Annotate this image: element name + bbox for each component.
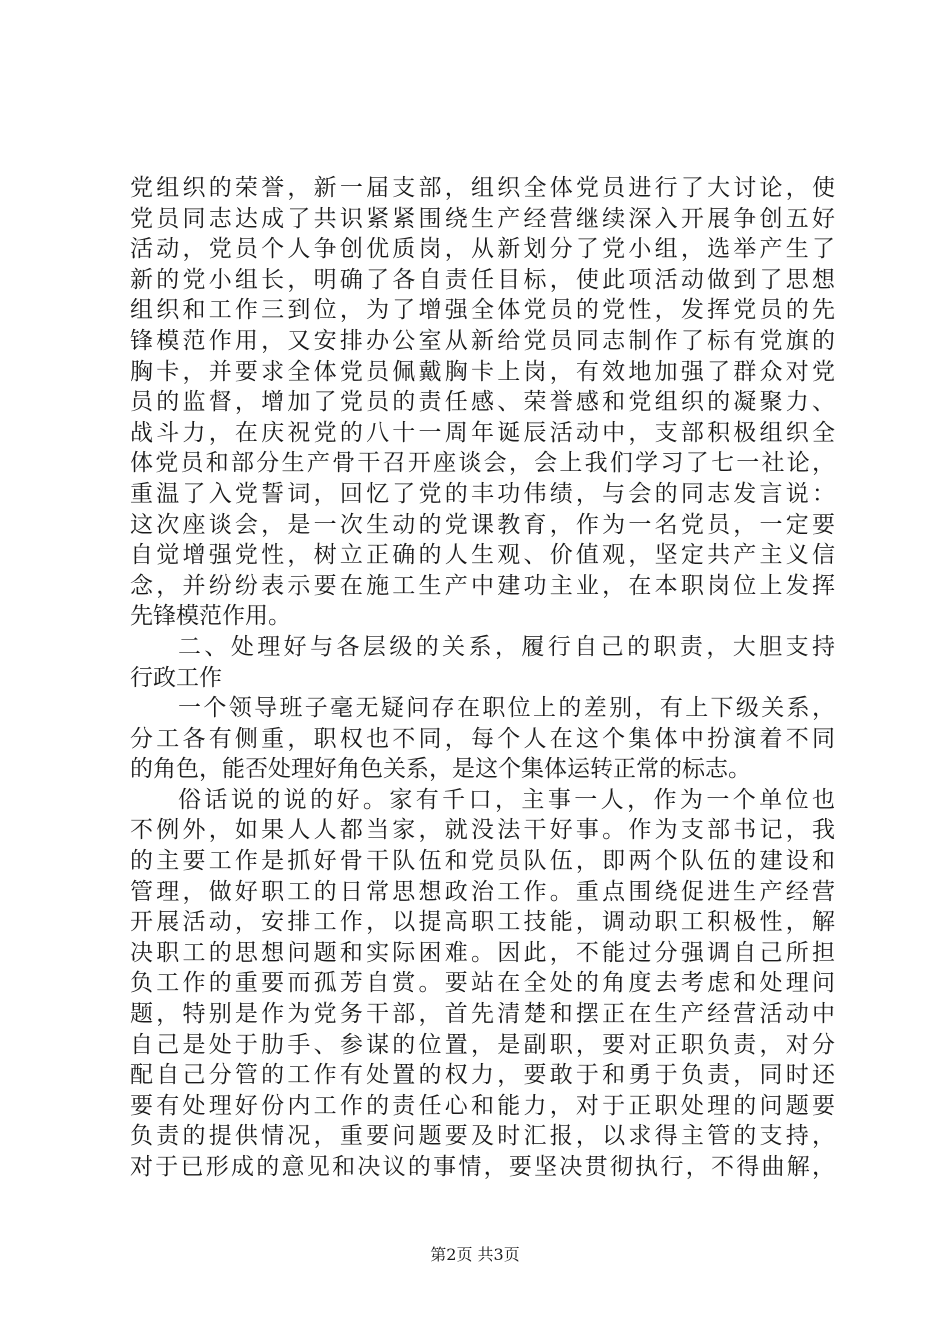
text-line: 管理，做好职工的日常思想政治工作。重点围绕促进生产经营: [130, 878, 835, 905]
text-line: 员的监督，增加了党员的责任感、荣誉感和党组织的凝聚力、: [130, 389, 835, 416]
page-footer: 第2页 共3页: [430, 1245, 520, 1264]
text-line: 自己是处于肋手、参谋的位置，是副职，要对正职负责，对分: [130, 1031, 835, 1058]
text-line: 负工作的重要而孤芳自赏。要站在全处的角度去考虑和处理问: [130, 970, 835, 997]
text-line: 题，特别是作为党务干部，首先清楚和摆正在生产经营活动中: [130, 1001, 835, 1028]
text-line: 的角色，能否处理好角色关系，是这个集体运转正常的标志。: [130, 756, 751, 783]
text-line: 决职工的思想问题和实际困难。因此，不能过分强调自己所担: [130, 939, 835, 966]
text-line: 俗话说的说的好。家有千口，主事一人，作为一个单位也: [178, 786, 835, 813]
text-line: 胸卡，并要求全体党员佩戴胸卡上岗，有效地加强了群众对党: [130, 358, 835, 385]
text-line: 战斗力，在庆祝党的八十一周年诞辰活动中，支部积极组织全: [130, 419, 835, 446]
text-line: 先锋模范作用。: [130, 603, 291, 630]
text-line: 重温了入党誓词，回忆了党的丰功伟绩，与会的同志发言说：: [130, 480, 835, 507]
text-line: 这次座谈会，是一次生动的党课教育，作为一名党员，一定要: [130, 511, 835, 538]
text-line: 新的党小组长，明确了各自责任目标，使此项活动做到了思想: [130, 266, 835, 293]
text-line: 不例外，如果人人都当家，就没法干好事。作为支部书记，我: [130, 817, 835, 844]
text-line: 组织和工作三到位，为了增强全体党员的党性，发挥党员的先: [130, 297, 835, 324]
text-line: 念，并纷纷表示要在施工生产中建功主业，在本职岗位上发挥: [130, 572, 835, 599]
text-line: 一个领导班子毫无疑问存在职位上的差别，有上下级关系，: [178, 695, 835, 722]
text-line: 分工各有侧重，职权也不同，每个人在这个集体中扮演着不同: [130, 725, 835, 752]
text-line: 锋模范作用，又安排办公室从新给党员同志制作了标有党旗的: [130, 327, 835, 354]
text-line: 二、处理好与各层级的关系，履行自己的职责，大胆支持: [178, 633, 835, 660]
text-line: 开展活动，安排工作，以提高职工技能，调动职工积极性，解: [130, 909, 835, 936]
text-line: 自觉增强党性，树立正确的人生观、价值观，坚定共产主义信: [130, 542, 835, 569]
text-line: 要有处理好份内工作的责任心和能力，对于正职处理的问题要: [130, 1092, 835, 1119]
text-line: 体党员和部分生产骨干召开座谈会，会上我们学习了七一社论，: [130, 450, 835, 477]
text-line: 对于已形成的意见和决议的事情，要坚决贯彻执行，不得曲解，: [130, 1154, 835, 1180]
text-line: 党组织的荣誉，新一届支部，组织全体党员进行了大讨论，使: [130, 175, 835, 201]
text-line: 党员同志达成了共识紧紧围绕生产经营继续深入开展争创五好: [130, 205, 835, 232]
text-line: 行政工作: [130, 664, 222, 691]
text-line: 的主要工作是抓好骨干队伍和党员队伍，即两个队伍的建设和: [130, 848, 835, 875]
text-line: 负责的提供情况，重要问题要及时汇报，以求得主管的支持，: [130, 1123, 835, 1150]
text-line: 活动，党员个人争创优质岗，从新划分了党小组，选举产生了: [130, 236, 835, 263]
text-line: 配自己分管的工作有处置的权力，要敢于和勇于负责，同时还: [130, 1062, 835, 1089]
body-text: [130, 173, 835, 1183]
